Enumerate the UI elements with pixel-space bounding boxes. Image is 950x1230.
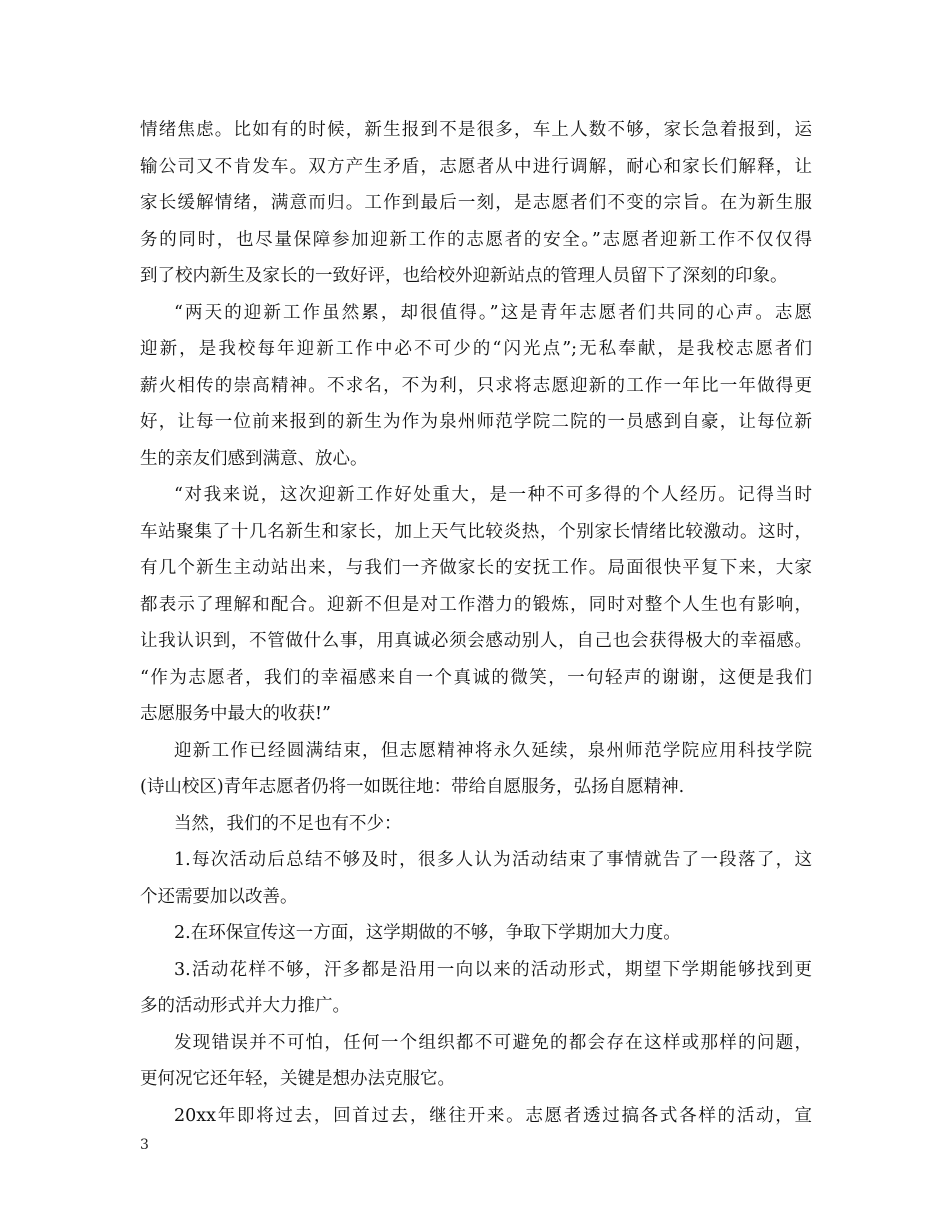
text-line: 情绪焦虑。比如有的时候，新生报到不是很多，车上人数不够，家长急着报到，运 <box>140 120 812 140</box>
text-line: 迎新工作已经圆满结束，但志愿精神将永久延续，泉州师范学院应用科技学院 <box>174 740 812 761</box>
text-line: 更何况它还年轻，关键是想办法克服它。 <box>140 1069 455 1089</box>
text-line: 输公司又不肯发车。双方产生矛盾，志愿者从中进行调解，耐心和家长们解释，让 <box>140 156 812 177</box>
text-line: 薪火相传的崇高精神。不求名，不为利，只求将志愿迎新的工作一年比一年做得更 <box>140 375 812 396</box>
text-line: 当然，我们的不足也有不少： <box>174 813 402 834</box>
text-line: 让我认识到，不管做什么事，用真诚必须会感动别人，自己也会获得极大的幸福感。 <box>140 631 812 651</box>
text-line: 3.活动花样不够，汗多都是沿用一向以来的活动形式，期望下学期能够找到更 <box>174 959 812 980</box>
text-line: 志愿服务中最大的收获!” <box>140 704 331 724</box>
text-line: 有几个新生主动站出来，与我们一齐做家长的安抚工作。局面很快平复下来，大家 <box>140 558 812 578</box>
text-line: 都表示了理解和配合。迎新不但是对工作潜力的锻炼，同时对整个人生也有影响， <box>140 594 812 615</box>
text-line: 生的亲友们感到满意、放心。 <box>140 448 368 469</box>
text-line: 到了校内新生及家长的一致好评，也给校外迎新站点的管理人员留下了深刻的印象。 <box>140 266 788 286</box>
text-line: (诗山校区)青年志愿者仍将一如既往地：带给自愿服务，弘扬自愿精神. <box>140 777 685 797</box>
text-line: “两天的迎新工作虽然累，却很值得。”这是青年志愿者们共同的心声。志愿 <box>174 302 812 323</box>
text-line: 多的活动形式并大力推广。 <box>140 996 350 1016</box>
text-line: 发现错误并不可怕，任何一个组织都不可避免的都会存在这样或那样的问题， <box>174 1032 812 1053</box>
text-line: 车站聚集了十几名新生和家长，加上天气比较炎热，个别家长情绪比较激动。这时， <box>140 521 812 542</box>
text-line: 好，让每一位前来报到的新生为作为泉州师范学院二院的一员感到自豪，让每位新 <box>140 412 812 432</box>
document-body <box>140 112 812 1134</box>
text-line: 20xx年即将过去，回首过去，继往开来。志愿者透过搞各式各样的活动，宣 <box>174 1105 812 1126</box>
text-line: 1.每次活动后总结不够及时，很多人认为活动结束了事情就告了一段落了，这 <box>174 850 812 870</box>
text-line: “作为志愿者，我们的幸福感来自一个真诚的微笑，一句轻声的谢谢，这便是我们 <box>140 667 812 688</box>
text-line: “对我来说，这次迎新工作好处重大，是一种不可多得的个人经历。记得当时 <box>174 485 812 505</box>
page-number: 3 <box>140 1137 149 1153</box>
text-line: 务的同时，也尽量保障参加迎新工作的志愿者的安全。”志愿者迎新工作不仅仅得 <box>140 229 812 250</box>
text-line: 迎新，是我校每年迎新工作中必不可少的“闪光点”;无私奉献，是我校志愿者们 <box>140 339 812 359</box>
text-line: 家长缓解情绪，满意而归。工作到最后一刻，是志愿者们不变的宗旨。在为新生服 <box>140 193 812 213</box>
text-line: 个还需要加以改善。 <box>140 886 298 907</box>
text-line: 2.在环保宣传这一方面，这学期做的不够，争取下学期加大力度。 <box>174 923 681 943</box>
